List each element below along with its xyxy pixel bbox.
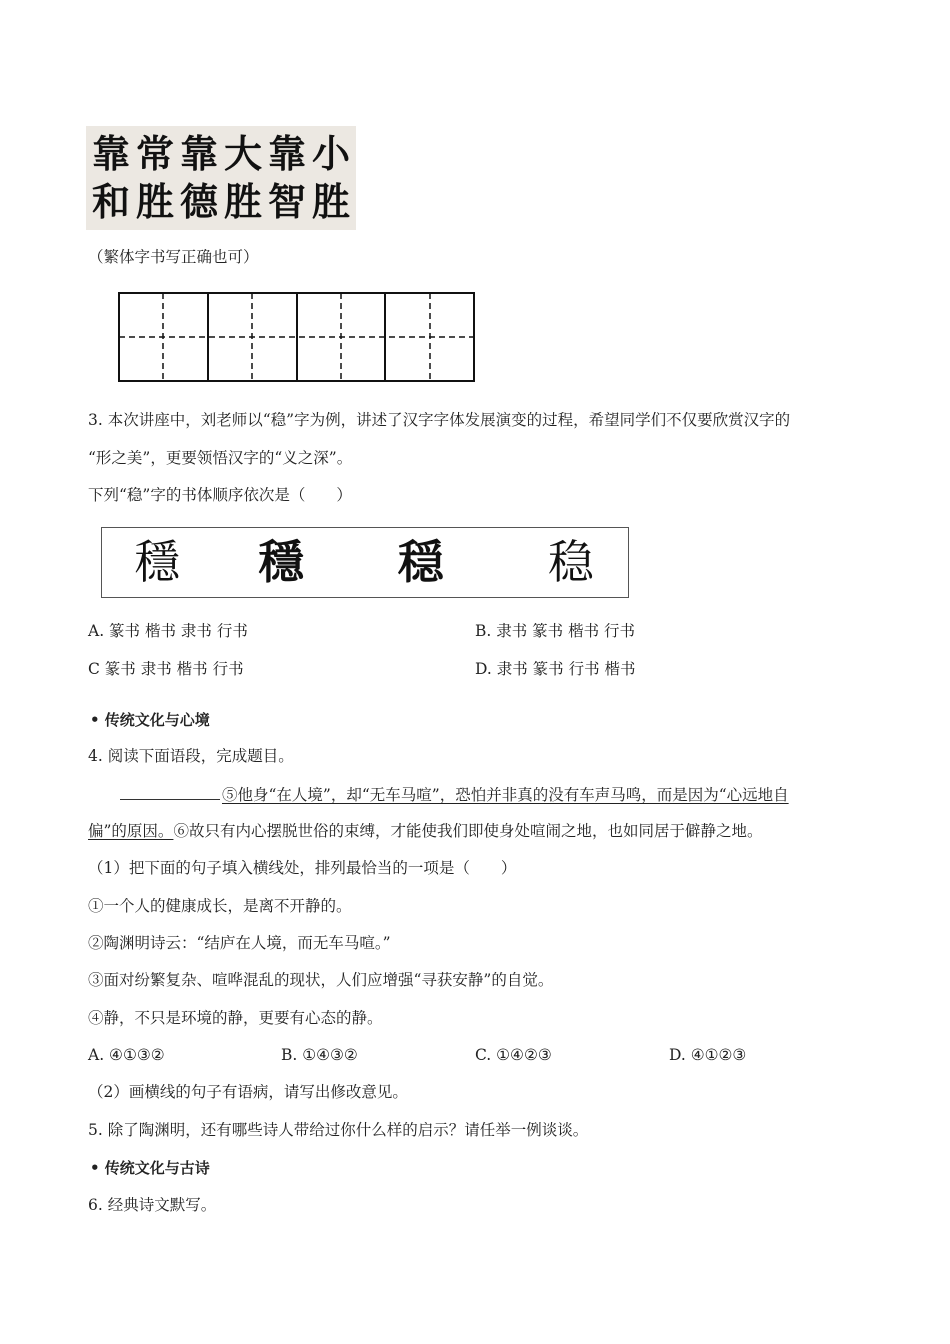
- q3-option-c: C 篆书 隶书 楷书 行书: [88, 660, 244, 678]
- q5-text: 5. 除了陶渊明，还有哪些诗人带给过你什么样的启示？请任举一例谈谈。: [88, 1121, 589, 1139]
- fill-blank: [120, 783, 220, 800]
- calligraphy-char: 靠: [268, 131, 307, 176]
- q4-sentence-4: ④静，不只是环境的静，更要有心态的静。: [88, 1009, 383, 1027]
- q6-text: 6. 经典诗文默写。: [88, 1196, 217, 1214]
- calligraphy-char: 胜: [136, 179, 175, 224]
- section-heading-mood: • 传统文化与心境: [90, 711, 210, 729]
- q4-option-b: B. ①④③②: [281, 1046, 358, 1064]
- q4-passage-line-2: [88, 820, 762, 842]
- q4-option-d: D. ④①②③: [669, 1046, 747, 1064]
- q4-sub-question-1: （1）把下面的句子填入横线处，排列最恰当的一项是（ ）: [88, 859, 517, 877]
- q3-option-a: A. 篆书 楷书 隶书 行书: [88, 622, 248, 640]
- q3-prompt: 下列“稳”字的书体顺序依次是（ ）: [88, 486, 352, 504]
- q4-sub-question-2: （2）画横线的句子有语病，请写出修改意见。: [88, 1083, 408, 1101]
- q4-intro: 4. 阅读下面语段，完成题目。: [88, 747, 294, 765]
- script-running: 稳: [548, 535, 594, 589]
- calligraphy-row-1: [92, 132, 356, 176]
- script-styles-image: [101, 527, 629, 598]
- q4-sentence-1: ①一个人的健康成长，是离不开静的。: [88, 897, 352, 915]
- script-regular: 穏: [398, 535, 444, 589]
- q4-sentence-2: ②陶渊明诗云：“结庐在人境，而无车马喧。”: [88, 934, 391, 952]
- section-heading-poetry: • 传统文化与古诗: [90, 1159, 210, 1177]
- q3-option-d: D. 隶书 篆书 行书 楷书: [475, 660, 636, 678]
- calligraphy-char: 小: [312, 131, 351, 176]
- q4-sentence-3: ③面对纷繁复杂、喧哗混乱的现状，人们应增强“寻获安静”的自觉。: [88, 971, 554, 989]
- calligraphy-row-2: [92, 180, 356, 224]
- calligraphy-char: 靠: [92, 131, 131, 176]
- calligraphy-char: 靠: [180, 131, 219, 176]
- script-seal: 穩: [134, 535, 180, 589]
- q3-line-2: “形之美”，更要领悟汉字的“义之深”。: [88, 449, 353, 467]
- q4-passage-line-1: [120, 783, 789, 806]
- writing-grid: [118, 292, 476, 384]
- calligraphy-char: 智: [268, 179, 307, 224]
- calligraphy-char: 德: [180, 179, 219, 224]
- q3-option-b: B. 隶书 篆书 楷书 行书: [475, 622, 636, 640]
- q4-option-c: C. ①④②③: [475, 1046, 552, 1064]
- q4-passage-rest: ⑥故只有内心摆脱世俗的束缚，才能使我们即使身处喧闹之地，也如同居于僻静之地。: [173, 822, 763, 840]
- traditional-note: （繁体字书写正确也可）: [88, 248, 259, 266]
- calligraphy-char: 胜: [224, 179, 263, 224]
- calligraphy-char: 常: [136, 131, 175, 176]
- calligraphy-char: 大: [224, 131, 263, 176]
- calligraphy-image: [86, 126, 356, 230]
- calligraphy-char: 和: [92, 179, 131, 224]
- q4-underlined-sentence-end: 偏”的原因。: [88, 822, 174, 840]
- script-clerical: 穩: [258, 535, 304, 589]
- q4-option-a: A. ④①③②: [88, 1046, 165, 1064]
- q3-line-1: 3. 本次讲座中，刘老师以“稳”字为例，讲述了汉字字体发展演变的过程，希望同学们不仅要欣赏汉字的: [88, 411, 791, 429]
- q4-underlined-sentence: ⑤他身“在人境”，却“无车马喧”，恐怕并非真的没有车声马鸣，而是因为“心远地自: [222, 786, 789, 804]
- calligraphy-char: 胜: [312, 179, 351, 224]
